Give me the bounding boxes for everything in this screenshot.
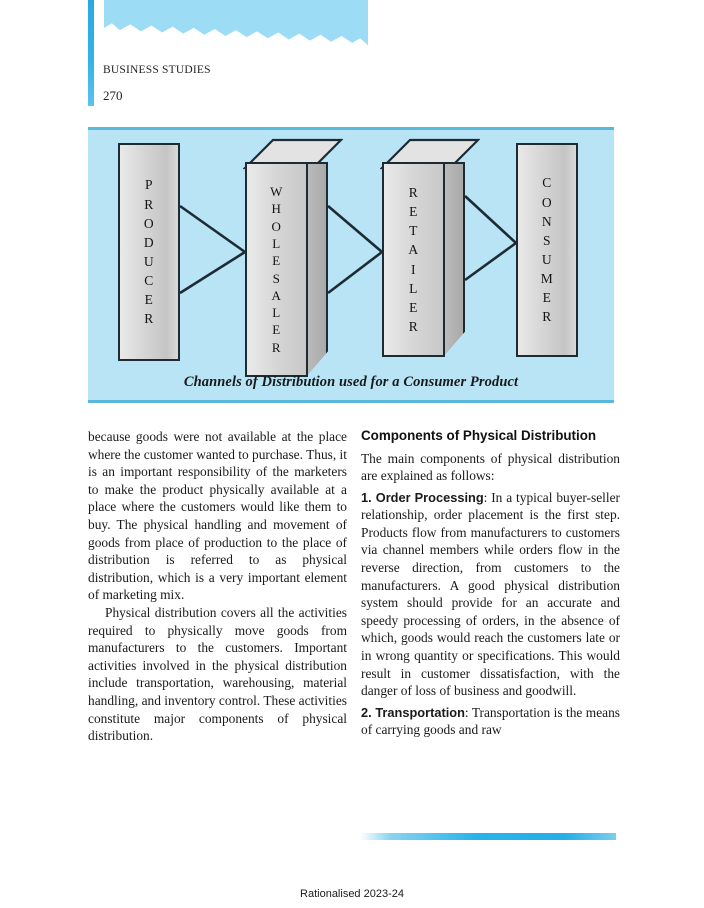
component-item-1-label: 1. Order Processing	[361, 489, 484, 505]
connector-retailer-consumer-upper	[465, 196, 516, 243]
body-columns	[88, 428, 620, 823]
component-item-1-text: : In a typical buyer-seller relationship, order placement is the first step. Products flow from manufacturers to customers via channel members while orders flow in the reverse direction, from customers to the manufacturers. A good physical distribution system should provide for an accurate and speedy processing of orders, in the absence of which, goods would reach the customers late or in wrong quantity or specifications. This would result in customer dissatisfaction, with the danger of loss of business and goodwill.	[361, 489, 620, 699]
left-paragraph-1: because goods were not available at the place where the customer wanted to purchase. Thus, it is an important responsibility of the marketers to make the product physically available at a place where the customers would like them to buy. The physical handling and movement of goods from place of production to the place of distribution is referred to as physical distribution, which is a very important element of marketing mix.	[88, 429, 347, 603]
connector-retailer-consumer-lower	[465, 243, 516, 280]
header-torn-paper-band	[104, 0, 368, 58]
footer-accent-bar	[360, 833, 616, 840]
connector-producer-wholesaler-lower	[180, 252, 245, 293]
wholesaler-side-face	[306, 162, 328, 377]
right-column	[361, 428, 620, 739]
diagram-node-consumer-label: C O N S U M E R	[540, 175, 554, 325]
retailer-front-face	[382, 162, 445, 357]
footer-note: Rationalised 2023-24	[300, 888, 404, 900]
diagram-node-producer	[118, 143, 180, 361]
diagram-node-wholesaler-label: W H O L E S A L E R	[270, 184, 283, 355]
connector-wholesaler-retailer-upper	[328, 206, 382, 252]
connector-producer-wholesaler-upper	[180, 206, 245, 252]
component-item-2	[361, 704, 620, 739]
retailer-side-face	[443, 162, 465, 357]
left-column	[88, 428, 347, 745]
header-band-fill	[104, 0, 368, 58]
component-item-2-text: : Transportation is the means of carrying goods and raw	[361, 704, 620, 738]
page-number: 270	[103, 88, 123, 103]
diagram-node-consumer	[516, 143, 578, 357]
component-item-1	[361, 489, 620, 700]
distribution-channel-diagram	[88, 130, 614, 406]
connector-wholesaler-retailer-lower	[328, 252, 382, 293]
wholesaler-front-face	[245, 162, 308, 377]
diagram-node-producer-label: P R O D U C E R	[143, 177, 155, 327]
component-item-2-label: 2. Transportation	[361, 704, 465, 720]
diagram-node-retailer-label: R E T A I L E R	[408, 184, 419, 334]
figure-panel	[88, 127, 614, 403]
header-subject-title: BUSINESS STUDIES	[103, 64, 211, 76]
right-paragraph-1: The main components of physical distribution are explained as follows:	[361, 450, 620, 484]
left-paragraph-2: Physical distribution covers all the activities required to physically move goods from manufacturers to the customers. Important activities involved in the physical distribution include transportation, warehousing, material handling, and inventory control. These activities constitute major components of physical distribution.	[88, 604, 347, 744]
figure-caption: Channels of Distribution used for a Consumer Product	[183, 374, 519, 390]
header-vertical-rule	[88, 0, 94, 106]
section-heading: Components of Physical Distribution	[361, 428, 597, 443]
